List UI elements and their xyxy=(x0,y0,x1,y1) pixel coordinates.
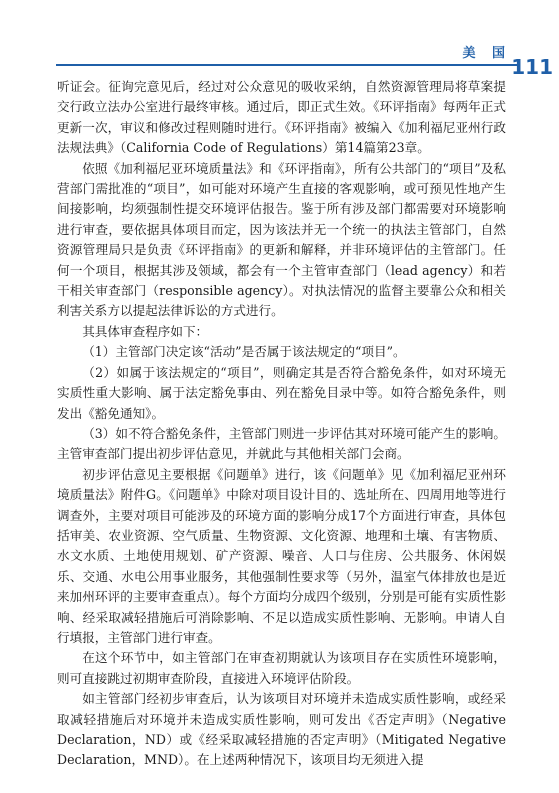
paragraph: （3）如不符合豁免条件，主管部门则进一步评估其对环境可能产生的影响。主管审查部门提出初步评估意见，并就此与其他相关部门会商。 xyxy=(57,425,506,462)
page-number: 111 xyxy=(511,55,553,79)
paragraph: 其具体审查程序如下： xyxy=(82,323,209,339)
paragraph: 依照《加利福尼亚环境质量法》和《环评指南》，所有公共部门的“项目”及私营部门需批准的“项目”，如可能对环境产生直接的客观影响，或可预见性地产生间接影响，均须强制性提交环境评估报告。鉴于所有涉及部门都需要对环境影响进行审查，要依据具体项目而定，因为该法并无一个统一的执法主管部门，自然资源管理局只是负责《环评指南》的更新和解释，并非环境评估的主管部门。任何一个项目，根据其涉及领域，都会有一个主管审查部门（lead agency）和若干相关审查部门（responsible agency）。对执法情况的监督主要靠公众和相关利害关系方以提起法律诉讼的方式进行。 xyxy=(57,160,506,319)
running-header-country: 美 国 xyxy=(462,46,511,61)
page-header xyxy=(0,0,559,80)
header-rule xyxy=(56,64,519,66)
paragraph: （1）主管部门决定该“活动”是否属于该法规定的“项目”。 xyxy=(82,344,406,360)
paragraph: 听证会。征询完意见后，经过对公众意见的吸收采纳，自然资源管理局将草案提交行政立法办公室进行最终审核。通过后，即正式生效。《环评指南》每两年正式更新一次，审议和修改过程则随时进行。《环评指南》被编入《加利福尼亚州行政法规法典》（California Code of Regulations）第14篇第23章。 xyxy=(57,79,506,156)
body-text xyxy=(57,77,506,771)
paragraph: （2）如属于该法规定的“项目”，则确定其是否符合豁免条件，如对环境无实质性重大影响、属于法定豁免事由、列在豁免目录中等。如符合豁免条件，则发出《豁免通知》。 xyxy=(57,364,506,421)
paragraph: 初步评估意见主要根据《问题单》进行，该《问题单》见《加利福尼亚州环境质量法》附件G。《问题单》中除对项目设计目的、选址所在、四周用地等进行调查外，主要对项目可能涉及的环境方面的影响分成17个方面进行审查，具体包括审美、农业资源、空气质量、生物资源、文化资源、地理和土壤、有害物质、水文水质、土地使用规划、矿产资源、噪音、人口与住房、公共服务、休闲娱乐、交通、水电公用事业服务，其他强制性要求等（另外，温室气体排放也是近来加州环评的主要审查重点）。每个方面均分成四个级别，分别是可能有实质性影响、经采取减轻措施后可消除影响、不足以造成实质性影响、无影响。申请人自行填报，主管部门进行审查。 xyxy=(57,466,506,645)
paragraph: 在这个环节中，如主管部门在审查初期就认为该项目存在实质性环境影响，则可直接跳过初期审查阶段，直接进入环境评估阶段。 xyxy=(57,650,506,686)
paragraph: 如主管部门经初步审查后，认为该项目对环境并未造成实质性影响，或经采取减轻措施后对环境并未造成实质性影响，则可发出《否定声明》（Negative Declaration，ND）或《经采取减轻措施的否定声明》（Mitigated Negative Declaration，MND）。在上述两种情况下，该项目均无须进入提 xyxy=(57,691,506,768)
